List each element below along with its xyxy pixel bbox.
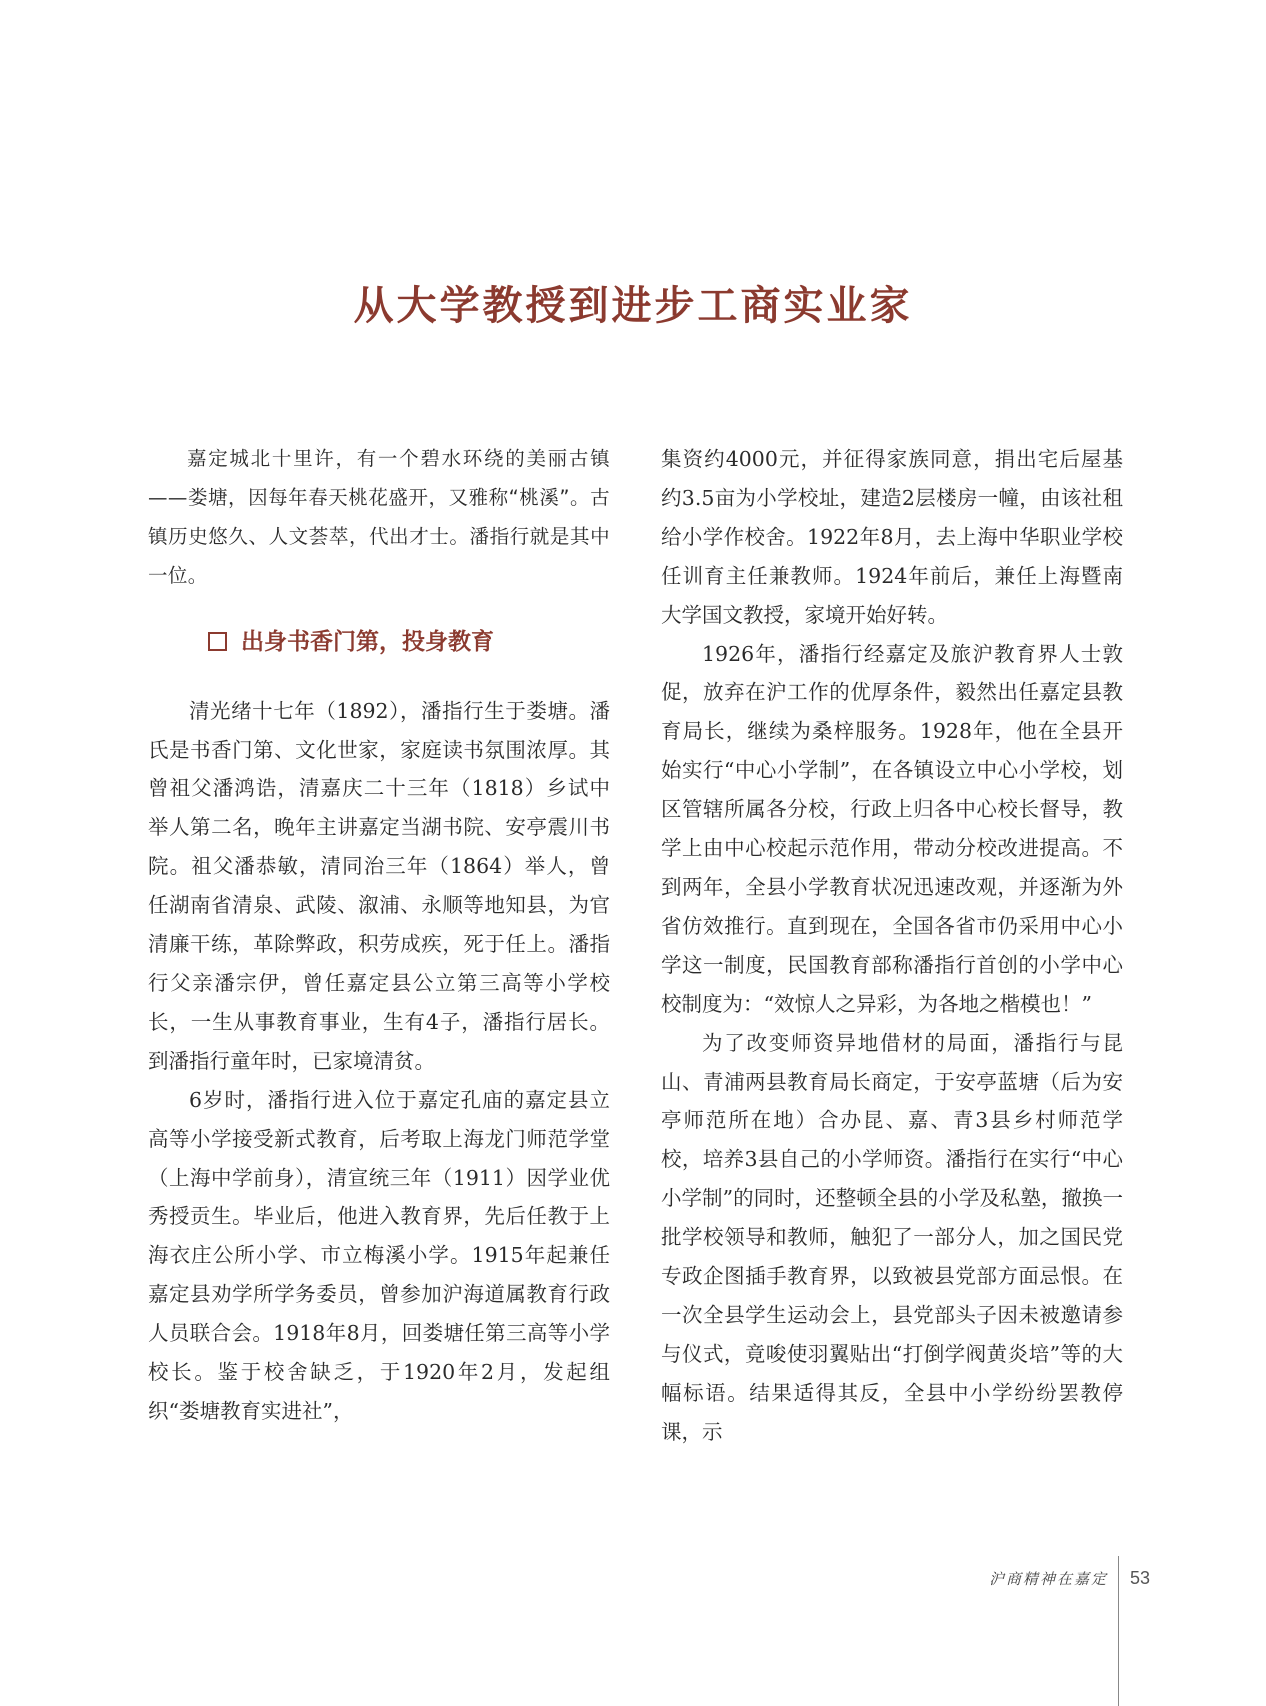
- section-heading: [208, 622, 610, 662]
- page-number: 53: [1129, 1568, 1150, 1588]
- page-footer: [989, 1568, 1150, 1589]
- paragraph-normal-school: 为了改变师资异地借材的局面，潘指行与昆山、青浦两县教育局长商定，于安亭蓝塘（后为安亭师范所在地）合办昆、嘉、青3县乡村师范学校，培养3县自己的小学师资。潘指行在实行“中心小学制”的同时，还整顿全县的小学及私塾，撤换一批学校领导和教师，触犯了一部分人，加之国民党专政企图插手教育界，以致被县党部方面忌恨。在一次全县学生运动会上，县党部头子因未被邀请参与仪式，竟唆使羽翼贴出“打倒学阀黄炎培”等的大幅标语。结果适得其反，全县中小学纷纷罢教停课，示: [661, 1030, 1123, 1444]
- paragraph-education: 6岁时，潘指行进入位于嘉定孔庙的嘉定县立高等小学接受新式教育，后考取上海龙门师范学堂（上海中学前身），清宣统三年（1911）因学业优秀授贡生。毕业后，他进入教育界，先后任教于上海衣庄公所小学、市立梅溪小学。1915年起兼任嘉定县劝学所学务委员，曾参加沪海道属教育行政人员联合会。1918年8月，回娄塘任第三高等小学校长。鉴于校舍缺乏，于1920年2月，发起组织“娄塘教育实进社”，: [148, 1087, 610, 1423]
- article-title: 从大学教授到进步工商实业家: [353, 282, 913, 329]
- left-column: [148, 440, 610, 1431]
- paragraph-family-background: 清光绪十七年（1892），潘指行生于娄塘。潘氏是书香门第、文化世家，家庭读书氛围浓厚。其曾祖父潘鸿诰，清嘉庆二十三年（1818）乡试中举人第二名，晚年主讲嘉定当湖书院、安亭震川书院。祖父潘恭敏，清同治三年（1864）举人，曾任湖南省清泉、武陵、溆浦、永顺等地知县，为官清廉干练，革除弊政，积劳成疾，死于任上。潘指行父亲潘宗伊，曾任嘉定县公立第三高等小学校长，一生从事教育事业，生有4子，潘指行居长。到潘指行童年时，已家境清贫。: [148, 698, 610, 1073]
- intro-paragraph: 嘉定城北十里许，有一个碧水环绕的美丽古镇——娄塘，因每年春天桃花盛开，又雅称“桃溪”。古镇历史悠久、人文荟萃，代出才士。潘指行就是其中一位。: [148, 447, 610, 587]
- right-column: [661, 440, 1123, 1452]
- section-heading-text: 出身书香门第，投身教育: [241, 628, 494, 655]
- paragraph-education-bureau: 1926年，潘指行经嘉定及旅沪教育界人士敦促，放弃在沪工作的优厚条件，毅然出任嘉定县教育局长，继续为桑梓服务。1928年，他在全县开始实行“中心小学制”，在各镇设立中心小学校，划区管辖所属各分校，行政上归各中心校长督导，教学上由中心校起示范作用，带动分校改进提高。不到两年，全县小学教育状况迅速改观，并逐渐为外省仿效推行。直到现在，全国各省市仍采用中心小学这一制度，民国教育部称潘指行首创的小学中心校制度为：“效惊人之异彩，为各地之楷模也！”: [661, 641, 1123, 1016]
- paragraph-education-continued: 集资约4000元，并征得家族同意，捐出宅后屋基约3.5亩为小学校址，建造2层楼房一幢，由该社租给小学作校舍。1922年8月，去上海中华职业学校任训育主任兼教师。1924年前后，兼任上海暨南大学国文教授，家境开始好转。: [661, 447, 1123, 627]
- square-bullet-icon: [208, 632, 227, 651]
- publication-name: 沪商精神在嘉定: [988, 1570, 1108, 1588]
